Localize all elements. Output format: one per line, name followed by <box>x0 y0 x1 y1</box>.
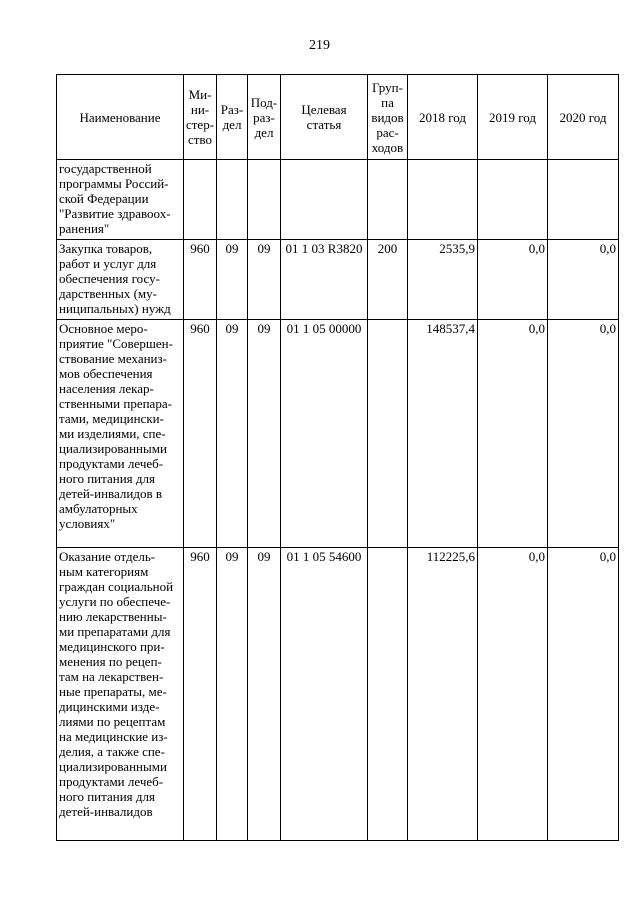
header-section: Раз- дел <box>217 75 248 160</box>
page-number: 219 <box>309 38 330 53</box>
cell-target: 01 1 03 R3820 <box>281 240 368 320</box>
cell-expense-group <box>368 548 408 841</box>
header-2018: 2018 год <box>408 75 478 160</box>
cell-section <box>217 160 248 240</box>
header-2020: 2020 год <box>548 75 619 160</box>
cell-2019: 0,0 <box>478 548 548 841</box>
table-header-row <box>57 75 619 160</box>
cell-section: 09 <box>217 320 248 548</box>
cell-2020: 0,0 <box>548 240 619 320</box>
cell-2020: 0,0 <box>548 320 619 548</box>
cell-target <box>281 160 368 240</box>
header-name: Наименование <box>57 75 184 160</box>
header-ministry: Ми- ни- стер- ство <box>184 75 217 160</box>
cell-2019: 0,0 <box>478 240 548 320</box>
cell-target: 01 1 05 54600 <box>281 548 368 841</box>
cell-target: 01 1 05 00000 <box>281 320 368 548</box>
cell-section: 09 <box>217 548 248 841</box>
cell-2018: 112225,6 <box>408 548 478 841</box>
cell-name: Закупка товаров, работ и услуг для обеспечения госу- дарственных (му- ниципальных) нужд <box>57 240 184 320</box>
cell-ministry: 960 <box>184 320 217 548</box>
table-row <box>57 160 619 240</box>
cell-subsection <box>248 160 281 240</box>
cell-expense-group: 200 <box>368 240 408 320</box>
header-2019: 2019 год <box>478 75 548 160</box>
header-expense-group: Груп- па видов рас- ходов <box>368 75 408 160</box>
cell-ministry: 960 <box>184 240 217 320</box>
cell-subsection: 09 <box>248 548 281 841</box>
cell-2019: 0,0 <box>478 320 548 548</box>
header-target: Целевая статья <box>281 75 368 160</box>
cell-2018: 148537,4 <box>408 320 478 548</box>
budget-table <box>56 74 619 841</box>
cell-ministry: 960 <box>184 548 217 841</box>
cell-name: государственной программы Россий- ской Федерации "Развитие здравоох- ранения" <box>57 160 184 240</box>
cell-2020 <box>548 160 619 240</box>
cell-expense-group <box>368 160 408 240</box>
cell-subsection: 09 <box>248 240 281 320</box>
cell-name: Основное меро- приятие "Совершен- ствование механиз- мов обеспечения населения лекар- ственными препара- тами, медицински- ми изделиями, спе- циализированными продуктами лечеб- ного питания для детей-инвалидов в амбулаторных условиях" <box>57 320 184 548</box>
cell-ministry <box>184 160 217 240</box>
table-row <box>57 548 619 841</box>
cell-2018: 2535,9 <box>408 240 478 320</box>
cell-section: 09 <box>217 240 248 320</box>
cell-expense-group <box>368 320 408 548</box>
cell-name: Оказание отдель- ным категориям граждан социальной услуги по обеспече- нию лекарственны- ми препаратами для медицинского при- менения по рецеп- там на лекарствен- ные препараты, ме- дицинскими изде- лиями по рецептам на медицинские из- делия, а также спе- циализированными продуктами лечеб- ного питания для детей-инвалидов <box>57 548 184 841</box>
cell-2019 <box>478 160 548 240</box>
cell-2020: 0,0 <box>548 548 619 841</box>
cell-subsection: 09 <box>248 320 281 548</box>
header-subsection: Под- раз- дел <box>248 75 281 160</box>
table-row <box>57 320 619 548</box>
cell-2018 <box>408 160 478 240</box>
table-row <box>57 240 619 320</box>
